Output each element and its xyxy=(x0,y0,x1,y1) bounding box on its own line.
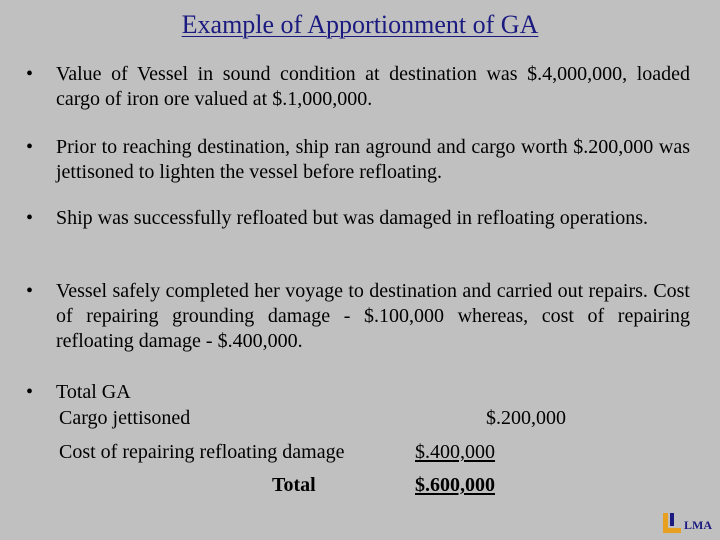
lma-logo-icon xyxy=(662,512,682,534)
bullet-item xyxy=(26,380,690,405)
bullet-marker: • xyxy=(26,207,34,229)
bullet-text: Value of Vessel in sound condition at destination was $.4,000,000, loaded cargo of iron ore valued at $.1,000,000. xyxy=(56,63,690,110)
bullet-marker: • xyxy=(26,136,34,158)
slide-title-text: Example of Apportionment of GA xyxy=(181,10,539,39)
ga-label-cargo-jettisoned: Cargo jettisoned xyxy=(59,407,191,429)
slide-title xyxy=(0,10,720,40)
ga-amount-refloating-damage: $.400,000 xyxy=(415,441,495,463)
lma-logo-text: LMA xyxy=(684,518,712,532)
bullet-item xyxy=(26,62,690,112)
ga-label-total: Total xyxy=(272,474,316,496)
bullet-text: Ship was successfully refloated but was damaged in refloating operations. xyxy=(56,207,649,229)
bullet-marker: • xyxy=(26,63,34,85)
ga-amount-cargo-jettisoned: $.200,000 xyxy=(486,407,566,429)
bullet-text: Prior to reaching destination, ship ran aground and cargo worth $.200,000 was jettisoned to lighten the vessel before refloating. xyxy=(56,136,690,183)
bullet-text: Total GA xyxy=(56,381,131,403)
bullet-text: Vessel safely completed her voyage to destination and carried out repairs. Cost of repairing grounding damage - $.100,000 whereas, cost of repairing refloating damage - $.400,000. xyxy=(56,280,690,352)
bullet-marker: • xyxy=(26,280,34,302)
ga-label-refloating-damage: Cost of repairing refloating damage xyxy=(59,441,345,463)
bullet-item xyxy=(26,279,690,354)
bullet-marker: • xyxy=(26,381,34,403)
bullet-item xyxy=(26,206,690,231)
bullet-item xyxy=(26,135,690,185)
ga-amount-total: $.600,000 xyxy=(415,474,495,496)
